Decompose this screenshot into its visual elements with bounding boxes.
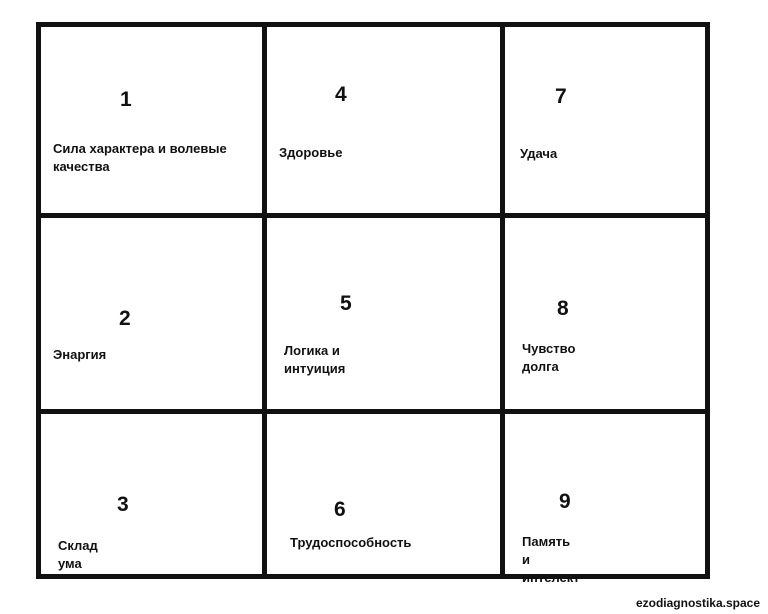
cell-label: Трудоспособность	[290, 535, 412, 550]
cell-number: 6	[334, 498, 346, 521]
cell-label: Здоровье	[279, 145, 343, 160]
cell-number: 8	[557, 297, 569, 320]
cell-label: Энаргия	[53, 347, 107, 362]
grid-line-right	[705, 22, 710, 579]
cell-number: 3	[117, 493, 129, 516]
cell-label: Чувство долга	[522, 341, 576, 374]
cell-number: 7	[555, 85, 567, 108]
cell-label: Склад ума	[58, 538, 98, 571]
grid-line-left	[36, 22, 41, 579]
cell-label: Логика и интуиция	[284, 343, 346, 376]
cell-label: Удача	[520, 146, 558, 161]
cell-number: 1	[120, 88, 132, 111]
grid-line-row-2	[36, 409, 710, 414]
grid-line-top	[36, 22, 710, 27]
cell-label: Память и интелект	[522, 534, 580, 585]
cell-number: 9	[559, 490, 571, 513]
cell-number: 2	[119, 307, 131, 330]
grid-line-row-1	[36, 213, 710, 218]
cell-number: 5	[340, 292, 352, 315]
grid-line-col-2	[500, 22, 505, 579]
grid-line-bottom	[36, 574, 710, 579]
grid-line-col-1	[262, 22, 267, 579]
cell-number: 4	[335, 83, 347, 106]
site-watermark: ezodiagnostika.space	[635, 596, 760, 610]
cell-label: Сила характера и волевые качества	[53, 141, 227, 174]
